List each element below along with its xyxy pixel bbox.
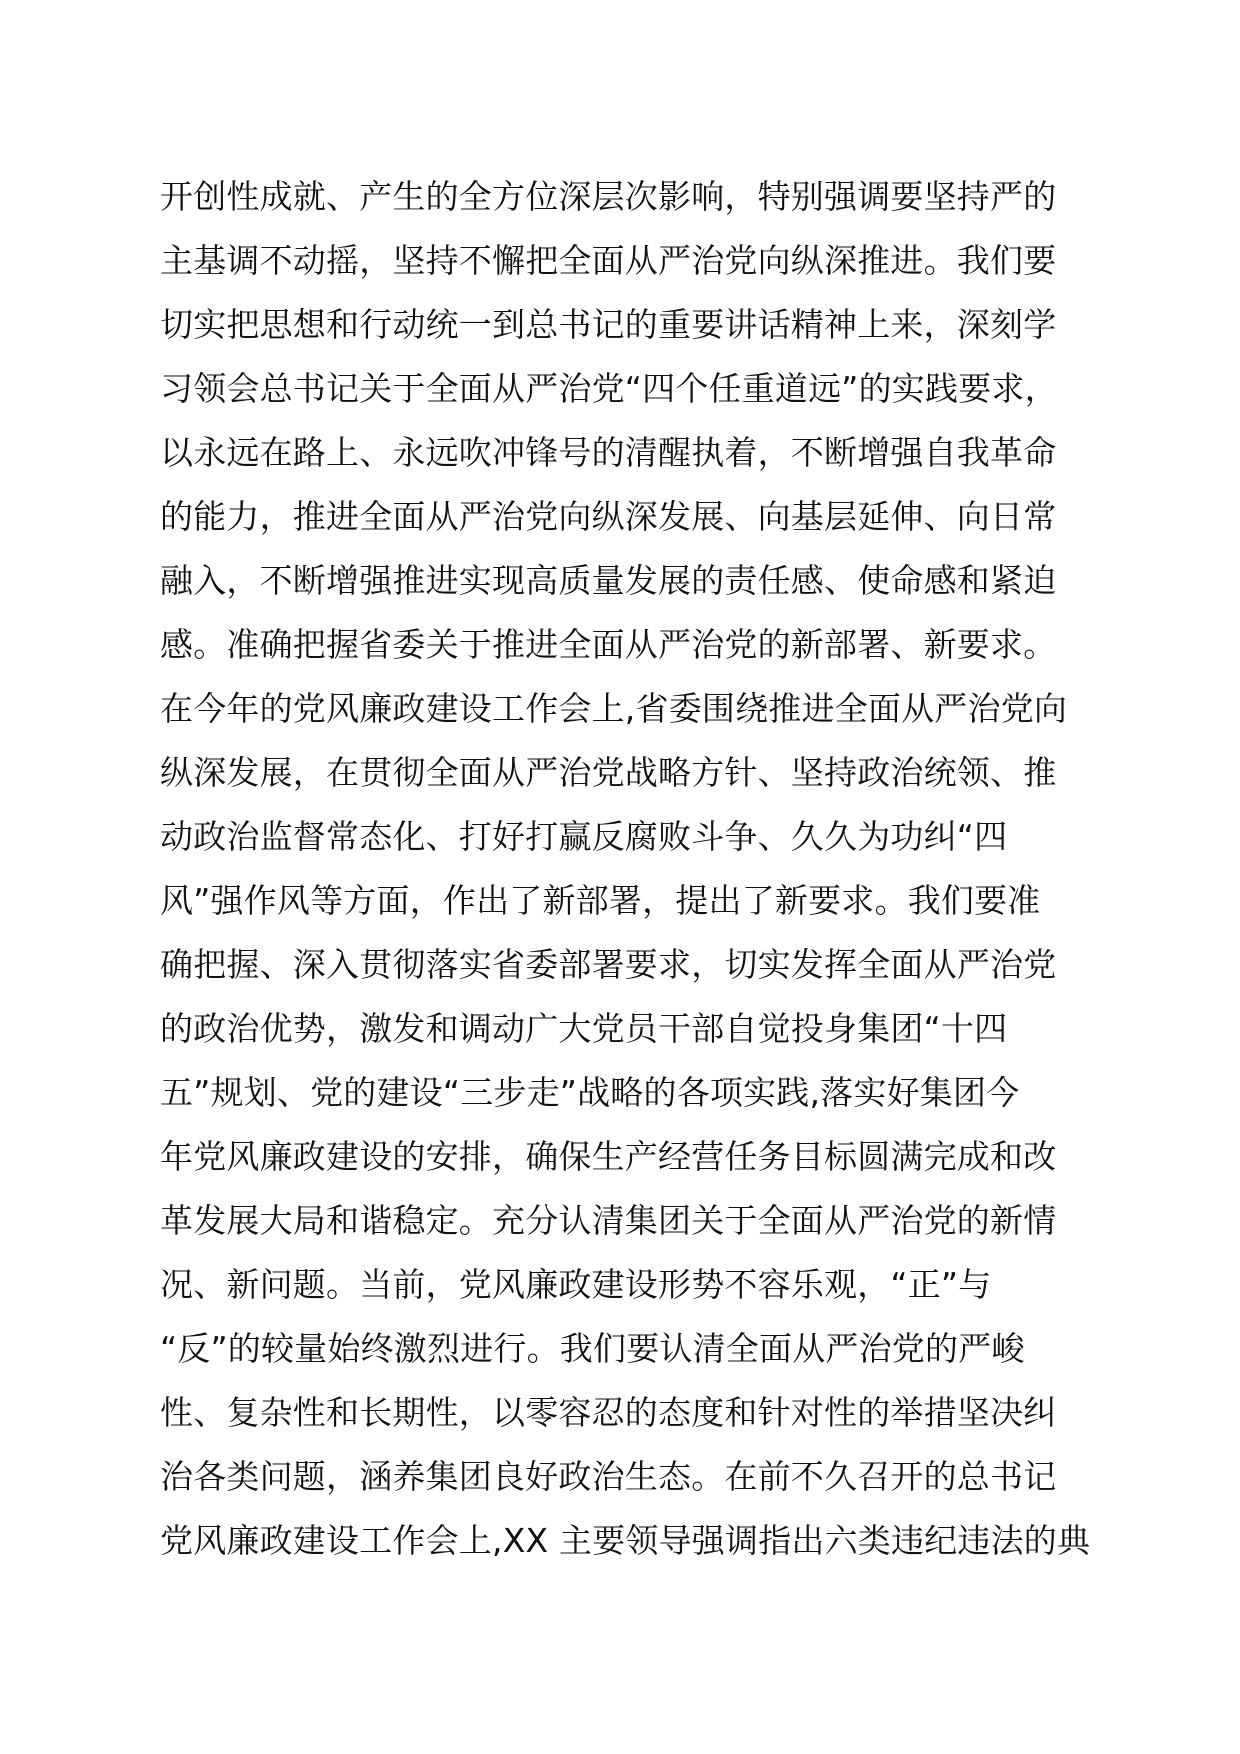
- text-line: 性、复杂性和长期性，以零容忍的态度和针对性的举措坚决纠: [160, 1393, 1057, 1432]
- text-line: 融入，不断增强推进实现高质量发展的责任感、使命感和紧迫: [160, 561, 1057, 600]
- text-line: 确把握、深入贯彻落实省委部署要求，切实发挥全面从严治党: [160, 945, 1057, 984]
- text-line: 感。准确把握省委关于推进全面从严治党的新部署、新要求。: [160, 625, 1057, 664]
- text-line: “反”的较量始终激烈进行。我们要认清全面从严治党的严峻: [160, 1329, 1025, 1368]
- text-line: 革发展大局和谐稳定。充分认清集团关于全面从严治党的新情: [160, 1201, 1057, 1240]
- text-line: 的能力，推进全面从严治党向纵深发展、向基层延伸、向日常: [160, 497, 1057, 536]
- text-line: 党风廉政建设工作会上,XX 主要领导强调指出六类违纪违法的典: [160, 1521, 1091, 1560]
- text-line: 年党风廉政建设的安排，确保生产经营任务目标圆满完成和改: [160, 1137, 1057, 1176]
- text-line: 风”强作风等方面，作出了新部署，提出了新要求。我们要准: [160, 881, 1041, 920]
- text-line: 动政治监督常态化、打好打赢反腐败斗争、久久为功纠“四: [160, 817, 1008, 856]
- text-line: 治各类问题，涵养集团良好政治生态。在前不久召开的总书记: [160, 1457, 1057, 1496]
- text-line: 以永远在路上、永远吹冲锋号的清醒执着，不断增强自我革命: [160, 433, 1057, 472]
- text-line: 纵深发展，在贯彻全面从严治党战略方针、坚持政治统领、推: [160, 753, 1057, 792]
- text-line: 开创性成就、产生的全方位深层次影响，特别强调要坚持严的: [160, 177, 1057, 216]
- text-line: 习领会总书记关于全面从严治党“四个任重道远”的实践要求，: [160, 369, 1058, 408]
- text-line: 在今年的党风廉政建设工作会上,省委围绕推进全面从严治党向: [160, 689, 1068, 728]
- text-line: 的政治优势，激发和调动广大党员干部自觉投身集团“十四: [160, 1009, 1008, 1048]
- text-line: 况、新问题。当前，党风廉政建设形势不容乐观，“正”与: [160, 1265, 992, 1304]
- text-line: 五”规划、党的建设“三步走”战略的各项实践,落实好集团今: [160, 1073, 1020, 1112]
- body-text: [160, 165, 1120, 1573]
- text-line: 主基调不动摇，坚持不懈把全面从严治党向纵深推进。我们要: [160, 241, 1057, 280]
- text-line: 切实把思想和行动统一到总书记的重要讲话精神上来，深刻学: [160, 305, 1057, 344]
